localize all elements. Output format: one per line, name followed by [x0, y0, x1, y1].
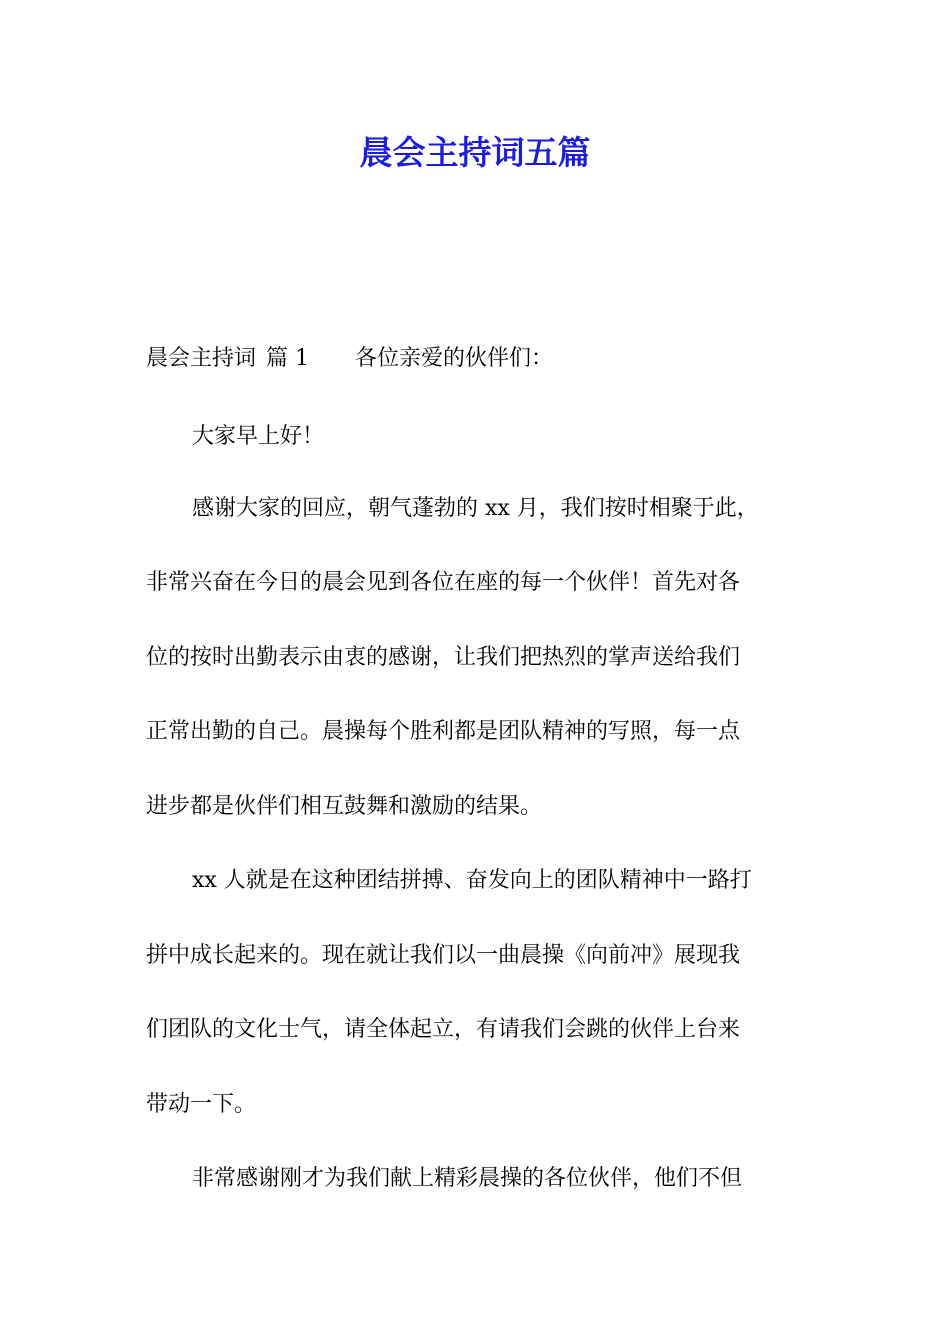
paragraph-line: 感谢大家的回应，朝气蓬勃的 xx 月，我们按时相聚于此， [192, 496, 759, 521]
paragraph-line: 拼中成长起来的。现在就让我们以一曲晨操《向前冲》展现我 [146, 943, 741, 968]
salutation: 各位亲爱的伙伴们： [355, 346, 554, 371]
paragraph-line: 带动一下。 [146, 1092, 257, 1117]
section-heading-line [146, 344, 553, 374]
section-heading-label: 晨会主持词 [146, 346, 257, 371]
paragraph-line: 位的按时出勤表示由衷的感谢，让我们把热烈的掌声送给我们 [146, 645, 741, 670]
paragraph-line: 非常感谢刚才为我们献上精彩晨操的各位伙伴，他们不但 [192, 1166, 743, 1191]
document-title: 晨会主持词五篇 [359, 133, 591, 172]
paragraph-line: 非常兴奋在今日的晨会见到各位在座的每一个伙伴！首先对各 [146, 570, 741, 595]
paragraph-line: 大家早上好！ [192, 424, 325, 449]
paragraph-line: 正常出勤的自己。晨操每个胜利都是团队精神的写照，每一点 [146, 719, 741, 744]
section-heading-number: 篇 1 [266, 346, 310, 371]
paragraph-line: 们团队的文化士气，请全体起立，有请我们会跳的伙伴上台来 [146, 1017, 741, 1042]
paragraph-line: xx 人就是在这种团结拼搏、奋发向上的团队精神中一路打 [192, 868, 752, 893]
paragraph-line: 进步都是伙伴们相互鼓舞和激励的结果。 [146, 794, 543, 819]
